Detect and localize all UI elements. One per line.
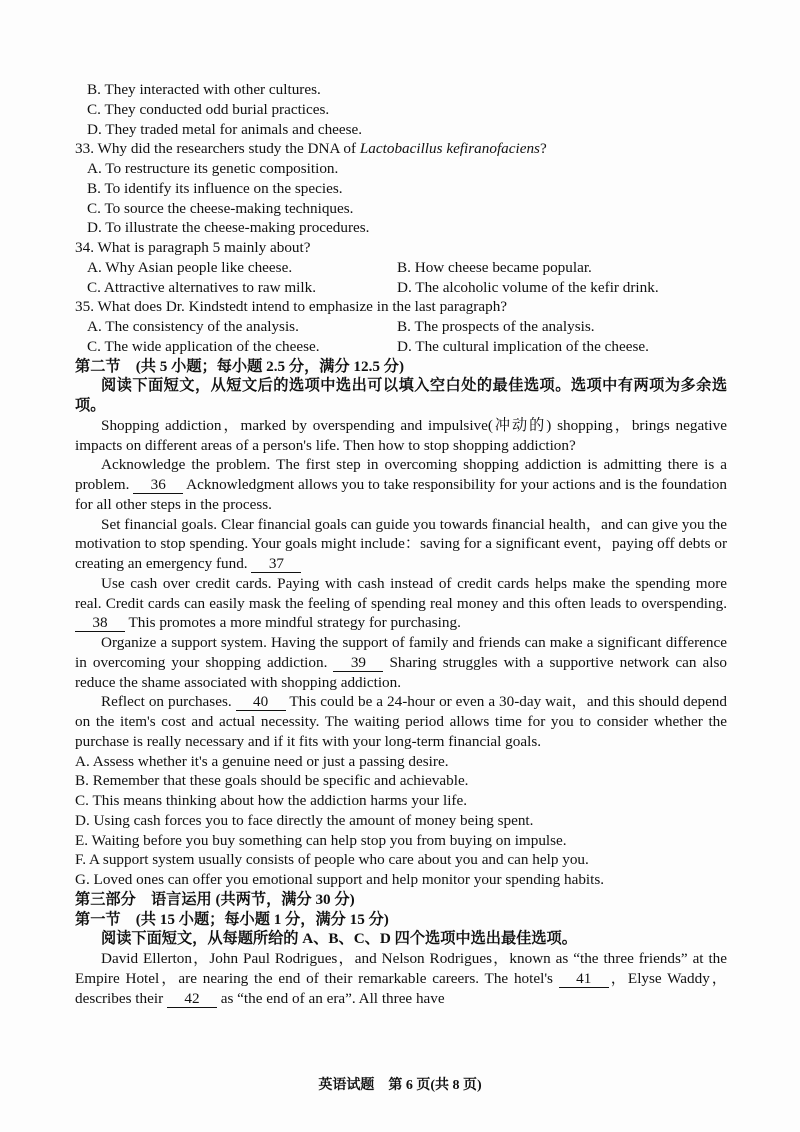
q34-stem: 34. What is paragraph 5 mainly about? [75,239,311,256]
q32-option: B. They interacted with other cultures. [87,81,321,98]
blank-36: 36 [133,477,183,494]
choice-option: A. Assess whether it's a genuine need or just a passing desire. [75,752,449,770]
section2-instruction: 阅读下面短文，从短文后的选项中选出可以填入空白处的最佳选项。选项中有两项为多余选项。 [75,377,727,414]
passage-paragraph: Set financial goals. Clear financial goals can guide you towards financial health，and can give you the motivation to stop spending. Your goals might include：saving for a significant event，paying off debts or creating an emergency fund. 37 [75,515,727,572]
q35-option: D. The cultural implication of the cheese. [397,337,649,355]
blank-42: 42 [167,991,217,1008]
q33-stem: 33. Why did the researchers study the DNA of Lactobacillus kefiranofaciens? [75,140,547,158]
q33-option: B. To identify its influence on the species. [87,179,343,197]
q33-option: A. To restructure its genetic composition. [87,160,339,177]
page-footer: 英语试题 第 6 页(共 8 页) [318,1078,482,1093]
blank-39: 39 [333,655,383,672]
passage-paragraph: David Ellerton，John Paul Rodrigues，and Nelson Rodrigues，known as “the three friends” at the Empire Hotel，are nearing the end of their remarkable careers. The hotel's 41 ，Elyse Waddy，describes their 42 as “the end of an era”. All three have [75,950,727,1007]
passage-paragraph: Use cash over credit cards. Paying with cash instead of credit cards helps make the spending more real. Credit cards can easily mask the feeling of spending real money and this often leads to overspending. 38 This promotes a more mindful strategy for purchasing. [75,574,727,632]
q35-option: A. The consistency of the analysis. [87,318,299,335]
choice-option: D. Using cash forces you to face directly the amount of money being spent. [75,811,534,829]
passage-paragraph: Shopping addiction，marked by overspending and impulsive(冲动的) shopping，brings negative impacts on different areas of a person's life. Then how to stop shopping addiction? [75,416,727,454]
part3-section1-title: 第一节 (共 15 小题；每小题 1 分，满分 15 分) [75,910,389,928]
q35-options-row [75,337,727,357]
passage-paragraph: Reflect on purchases. 40 This could be a 24-hour or even a 30-day wait，and this should depend on the item's cost and actual necessity. The waiting period allows time for you to consider whether the purchase is really necessary and if it fits with your long-term financial goals. [75,693,727,750]
q34-option: A. Why Asian people like cheese. [87,258,293,276]
blank-40: 40 [236,694,286,711]
choice-option: G. Loved ones can offer you emotional support and help monitor your spending habits. [75,871,605,888]
q32-option: D. They traded metal for animals and cheese. [87,120,363,138]
q34-options-row [75,258,727,278]
q34-option: C. Attractive alternatives to raw milk. [87,278,317,296]
q35-options-row [75,317,727,337]
q35-stem: 35. What does Dr. Kindstedt intend to emphasize in the last paragraph? [75,298,508,316]
choice-option: B. Remember that these goals should be specific and achievable. [75,772,469,790]
q35-option: B. The prospects of the analysis. [397,318,595,335]
q35-option: C. The wide application of the cheese. [87,337,320,355]
q32-option: C. They conducted odd burial practices. [87,100,330,118]
choice-option: C. This means thinking about how the addiction harms your life. [75,792,468,809]
q33-option: C. To source the cheese-making techniques. [87,199,354,217]
q33-option: D. To illustrate the cheese-making procedures. [87,219,370,237]
species-name: Lactobacillus kefiranofaciens [359,140,540,158]
part3-instruction: 阅读下面短文，从每题所给的 A、B、C、D 四个选项中选出最佳选项。 [101,930,577,948]
blank-37: 37 [251,556,301,573]
blank-38: 38 [75,615,125,632]
page-content [75,80,727,1008]
blank-41: 41 [559,971,609,988]
q34-option: B. How cheese became popular. [397,258,592,276]
part3-title: 第三部分 语言运用 (共两节，满分 30 分) [75,890,355,908]
passage-paragraph: Organize a support system. Having the support of family and friends can make a significant difference in overcoming your shopping addiction. 39 Sharing struggles with a supportive network can also reduce the shame associated with shopping addiction. [75,634,727,691]
choice-option: E. Waiting before you buy something can help stop you from buying on impulse. [75,831,567,849]
passage-paragraph: Acknowledge the problem. The first step in overcoming shopping addiction is admitting there is a problem. 36 Acknowledgment allows you to take responsibility for your actions and is the foundation for all other steps in the process. [75,456,727,513]
q34-options-row [75,278,727,298]
q34-option: D. The alcoholic volume of the kefir drink. [397,278,659,296]
section2-title: 第二节 (共 5 小题；每小题 2.5 分，满分 12.5 分) [75,357,405,375]
choice-option: F. A support system usually consists of people who care about you and can help you. [75,851,589,869]
